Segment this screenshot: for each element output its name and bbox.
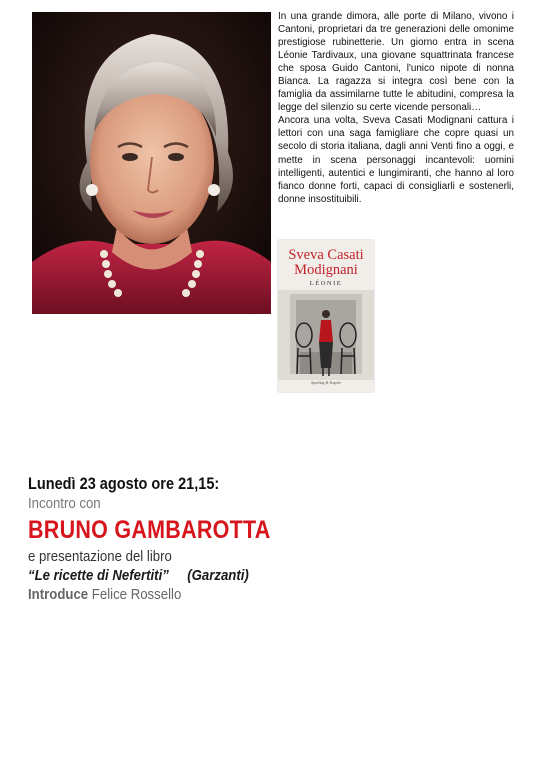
book-cover-author: Sveva Casati Modignani	[288, 247, 364, 278]
book-cover	[278, 240, 374, 392]
event-introducer-prefix: Introduce	[28, 586, 89, 603]
book-cover-title: LÉONIE	[309, 280, 343, 287]
event-guest: BRUNO GAMBAROTTA	[28, 516, 271, 544]
event-presentation: e presentazione del libro	[28, 548, 172, 565]
synopsis-paragraph-2: Ancora una volta, Sveva Casati Modignani cattura i lettori con una saga famigliare che copre quasi un secolo di storia italiana, dagli anni Venti fino a oggi, e mette in scena personaggi incantevoli: uomini intelligenti, autentici e lungimiranti, che hanno al loro fianco donne forti, capaci di consigliarli e sostenerli, donne insostituibili.	[278, 115, 514, 205]
event-book	[28, 566, 468, 585]
event-intro: Incontro con	[28, 495, 101, 512]
event-introducer	[28, 585, 468, 604]
event-introducer-name: Felice Rossello	[88, 586, 182, 603]
synopsis-paragraph-1: In una grande dimora, alle porte di Milano, vivono i Cantoni, proprietari da tre generazioni delle omonime prestigiose rubinetterie. Un giorno entra in scena Léonie Tardivaux, una giovane squattrinata francese che sposa Guido Cantoni, l'unico nipote di nonna Bianca. La ragazza si integra così bene con la famiglia da assimilarne tutte le abitudini, compresa la legge del silenzio su certe vicende personali…	[278, 11, 514, 114]
book-synopsis	[278, 10, 514, 206]
event-book-title: “Le ricette di Nefertiti”	[28, 567, 169, 584]
book-cover-illustration	[278, 290, 374, 380]
author-portrait	[32, 12, 271, 314]
event-book-publisher: (Garzanti)	[187, 567, 249, 584]
event-announcement	[28, 474, 528, 604]
event-date: Lunedì 23 agosto ore 21,15:	[28, 475, 220, 493]
book-cover-publisher: Sperling & Kupfer	[311, 380, 341, 385]
